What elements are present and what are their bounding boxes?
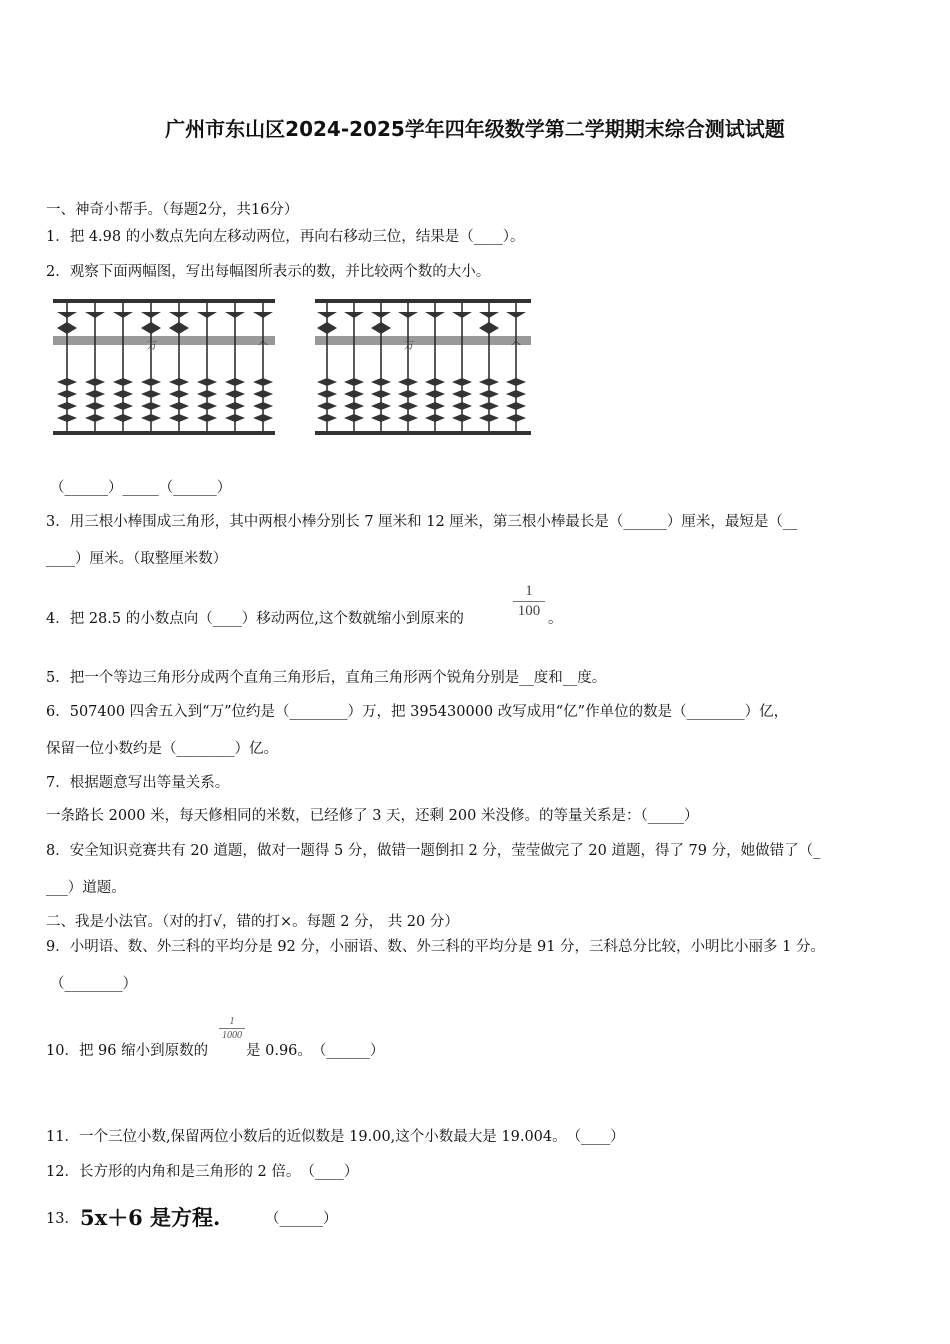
wan-label: 万 (147, 341, 157, 352)
abacus-figure-left (50, 296, 278, 438)
fraction-numerator: 1 (229, 1016, 235, 1027)
question-7-sub: 一条路长 2000 米，每天修相同的米数，已经修了 3 天，还剩 200 米没修。的等量关系是：（_____） (46, 808, 699, 824)
question-10-end: 是 0.96。 （______） (246, 1043, 385, 1059)
fraction-1-100 (513, 583, 545, 620)
question-12: 12．长方形的内角和是三角形的 2 倍。 （____） (46, 1164, 359, 1180)
question-9-line-2: （________） (50, 976, 137, 992)
fraction-denominator: 100 (517, 603, 541, 619)
fraction-1-1000 (219, 1016, 245, 1041)
question-4-end: 。 (548, 611, 563, 627)
question-3-line-2: ____）厘米。（取整厘米数） (46, 551, 228, 567)
question-6-line-2: 保留一位小数约是（________）亿。 (46, 741, 278, 757)
question-8-line-2: ___）道题。 (46, 880, 126, 896)
wan-label: 万 (404, 341, 414, 352)
fraction-denominator: 1000 (222, 1030, 242, 1041)
question-4: 4．把 28.5 的小数点向（____）移动两位,这个数就缩小到原来的 (46, 611, 464, 627)
ge-label: 个 (511, 341, 521, 352)
question-7: 7．根据题意写出等量关系。 (46, 775, 230, 791)
question-8-line-1: 8．安全知识竞赛共有 20 道题，做对一题得 5 分，做错一题倒扣 2 分，莹莹做完了 20 道题，得了 79 分，她做错了（_ (46, 843, 821, 859)
question-10: 10．把 96 缩小到原数的 (46, 1043, 209, 1059)
question-11: 11．一个三位小数,保留两位小数后的近似数是 19.00,这个小数最大是 19.004。 （____） (46, 1129, 625, 1145)
question-6-line-1: 6．507400 四舍五入到“万”位约是（________）万，把 395430000 改写成用“亿”作单位的数是（________）亿， (46, 704, 789, 720)
question-2: 2．观察下面两幅图，写出每幅图所表示的数，并比较两个数的大小。 (46, 264, 491, 280)
question-1: 1．把 4.98 的小数点先向左移动两位，再向右移动三位，结果是（____）。 (46, 229, 525, 245)
question-9-line-1: 9．小明语、数、外三科的平均分是 92 分，小丽语、数、外三科的平均分是 91 分，三科总分比较，小明比小丽多 1 分。 (46, 939, 826, 955)
section-1-heading: 一、神奇小帮手。（每题2分，共16分） (46, 202, 299, 218)
question-13-answer: （______） (265, 1211, 338, 1227)
question-13-expression: 5x＋6 是方程. (80, 1205, 221, 1230)
page-title: 广州市东山区2024-2025学年四年级数学第二学期期末综合测试试题 (165, 117, 785, 141)
question-3-line-1: 3．用三根小棒围成三角形，其中两根小棒分别长 7 厘米和 12 厘米，第三根小棒最长是（______）厘米，最短是（__ (46, 514, 798, 530)
ge-label: 个 (258, 341, 268, 352)
section-2-heading: 二、我是小法官。（对的打√，错的打×。每题 2 分， 共 20 分） (46, 914, 459, 930)
question-2-answer: （______）_____（______） (50, 480, 232, 496)
abacus-figure-right (312, 296, 534, 438)
fraction-numerator: 1 (525, 583, 533, 599)
question-5: 5．把一个等边三角形分成两个直角三角形后，直角三角形两个锐角分别是__度和__度。 (46, 670, 607, 686)
question-13-number: 13． (46, 1211, 79, 1227)
